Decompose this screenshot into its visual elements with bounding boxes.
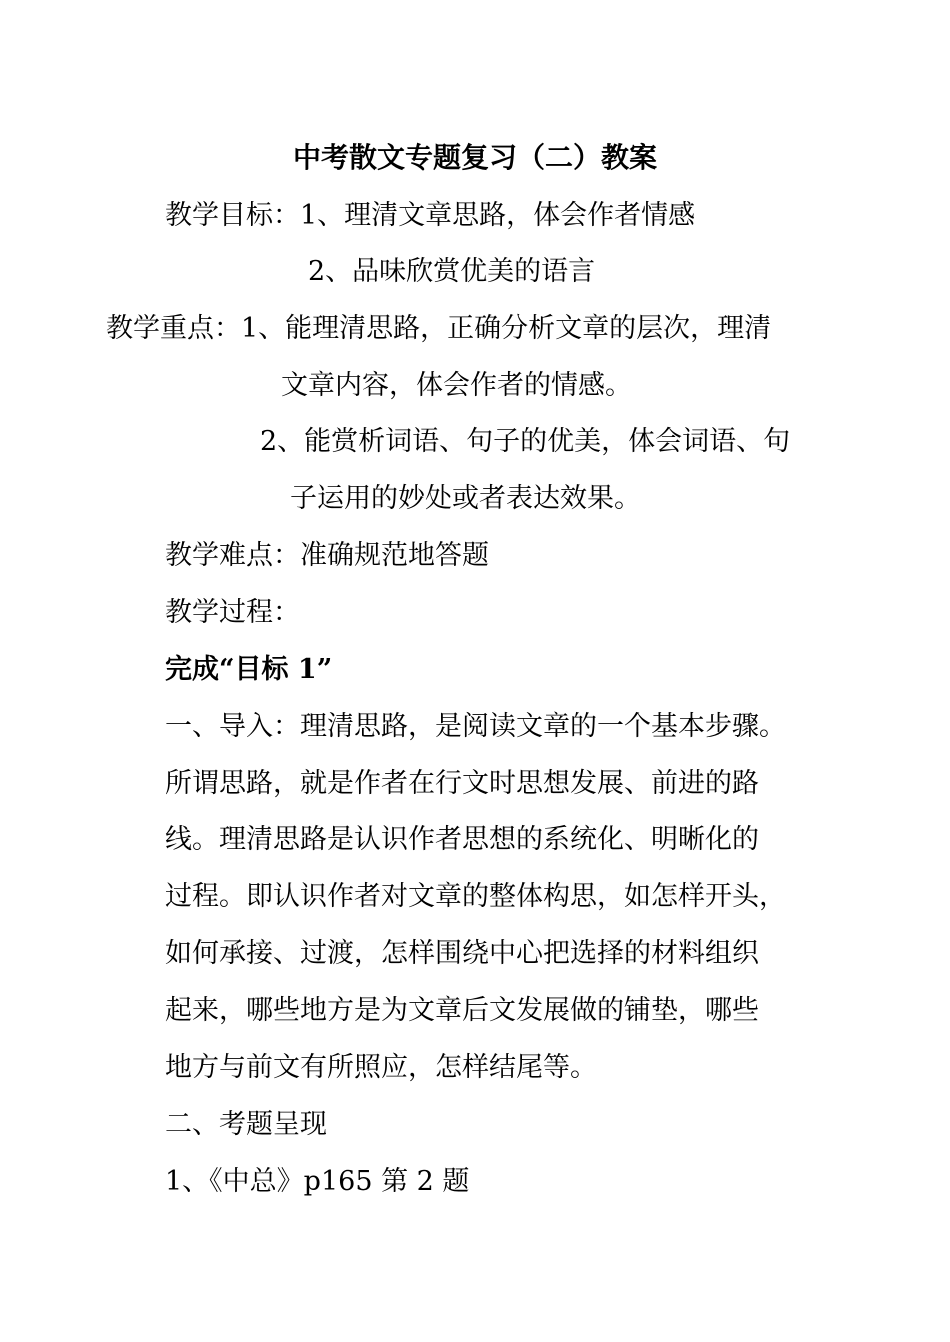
intro-line-6: 起来，哪些地方是为文章后文发展做的铺垫，哪些 bbox=[165, 995, 759, 1026]
intro-line-4: 过程。即认识作者对文章的整体构思，如怎样开头， bbox=[165, 881, 786, 912]
key-points-line-1: 教学重点：1、能理清思路，正确分析文章的层次，理清 bbox=[106, 313, 772, 344]
objectives-line-1: 教学目标：1、理清文章思路，体会作者情感 bbox=[165, 200, 696, 231]
intro-line-2: 所谓思路，就是作者在行文时思想发展、前进的路 bbox=[165, 768, 759, 799]
intro-line-3: 线。理清思路是认识作者思想的系统化、明晰化的 bbox=[165, 824, 759, 855]
document-title: 中考散文专题复习（二）教案 bbox=[292, 141, 657, 174]
key-points-line-3: 2、能赏析词语、句子的优美，体会词语、句 bbox=[260, 426, 791, 457]
intro-line-1: 一、导入：理清思路，是阅读文章的一个基本步骤。 bbox=[165, 711, 786, 742]
item-one: 1、《中总》p165 第 2 题 bbox=[165, 1166, 470, 1197]
key-points-line-2: 文章内容，体会作者的情感。 bbox=[281, 370, 632, 401]
intro-line-7: 地方与前文有所照应，怎样结尾等。 bbox=[165, 1052, 597, 1083]
section-two-heading: 二、考题呈现 bbox=[165, 1109, 327, 1140]
objectives-line-2: 2、品味欣赏优美的语言 bbox=[308, 256, 596, 287]
key-points-line-4: 子运用的妙处或者表达效果。 bbox=[290, 483, 641, 514]
intro-line-5: 如何承接、过渡，怎样围绕中心把选择的材料组织 bbox=[165, 938, 759, 969]
process-label: 教学过程： bbox=[165, 597, 300, 628]
difficulty-line: 教学难点：准确规范地答题 bbox=[165, 540, 489, 571]
goal-heading: 完成“目标 1” bbox=[165, 654, 333, 685]
